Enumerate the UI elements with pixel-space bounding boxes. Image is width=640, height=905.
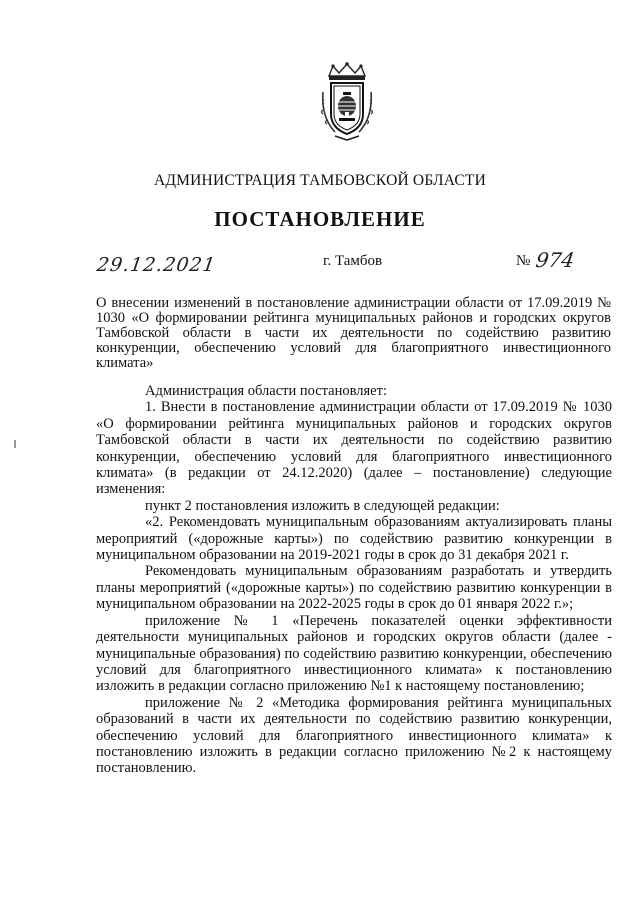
coat-of-arms-icon [321,62,373,142]
body-paragraph: Рекомендовать муниципальным образованиям разработать и утвердить планы мероприятий («дорожные карты») по содействию развитию конкуренции в муниципальном образовании на 2022-2025 годы в срок до 01 января 2022 г.»; [96,563,612,613]
document-city: г. Тамбов [323,253,383,269]
body-paragraph: пункт 2 постановления изложить в следующей редакции: [145,497,500,514]
body-paragraph: Администрация области постановляет: [145,383,387,399]
body-paragraph: приложение № 2 «Методика формирования рейтинга муниципальных образований в части их деятельности по содействию развитию конкуренции, обеспечению условий для благоприятного инвестиционного климата» к постановлению изложить в редакции согласно приложению №2 к настоящему постановлению. [96,694,612,777]
body-paragraph: приложение № 1 «Перечень показателей оценки эффективности деятельности муниципальных районов и городских округов области (далее - муниципальные образования) по содействию развитию конкуренции, обеспечению условий для благоприятного инвестиционного климата» к постановлению изложить в редакции согласно приложению №1 к настоящему постановлению; [96,612,612,695]
document-type-title: ПОСТАНОВЛЕНИЕ [214,207,426,231]
body-paragraph: 1. Внести в постановление администрации области от 17.09.2019 № 1030 «О формировании рейтинга муниципальных районов и городских округов Тамбовской области в части их деятельности по содействию развитию конкуренции, обеспечению условий для благоприятного инвестиционного климата» (в редакции от 24.12.2020) (далее – постановление) следующие изменения: [96,399,612,498]
document-number: 974 [534,248,576,272]
document-number-label: № [516,253,531,269]
document-body [96,383,612,777]
organization-name: АДМИНИСТРАЦИЯ ТАМБОВСКОЙ ОБЛАСТИ [154,172,486,189]
document-subject: О внесении изменений в постановление администрации области от 17.09.2019 № 1030 «О формировании рейтинга муниципальных районов и городских округов Тамбовской области в части их деятельности по содействию развитию конкуренции, обеспечению условий для благоприятного инвестиционного климата» [96,295,611,371]
scan-edge-mark [14,440,16,448]
document-date: 29.12.2021 [95,254,218,276]
body-paragraph: «2. Рекомендовать муниципальным образованиям актуализировать планы мероприятий («дорожные карты») по содействию развитию конкуренции в муниципальном образовании на 2019-2021 годы в срок до 31 декабря 2021 г. [96,514,612,564]
